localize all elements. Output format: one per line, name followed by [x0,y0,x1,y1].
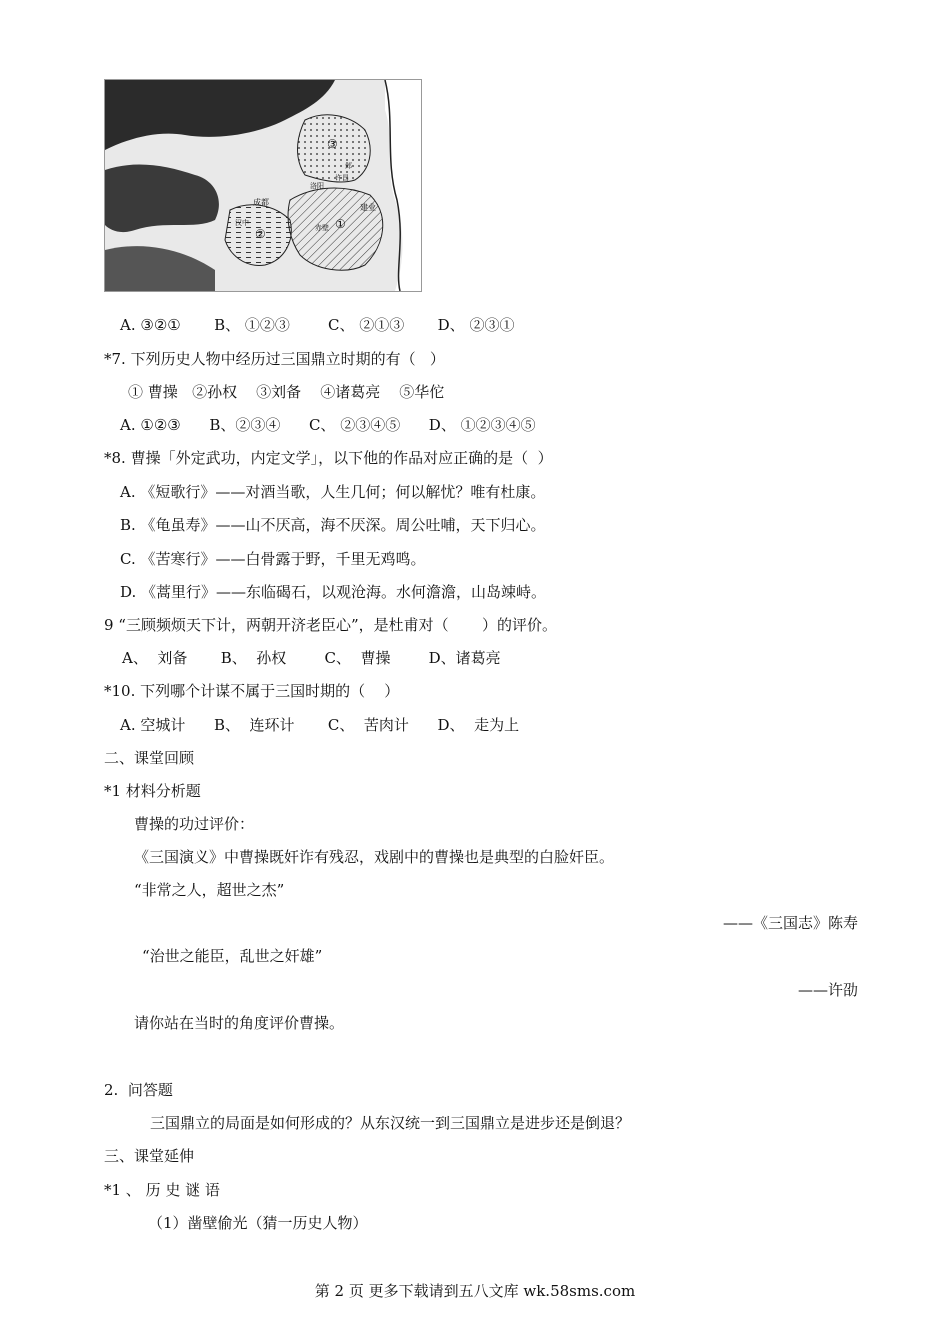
map-label-wei: ③ [327,137,338,151]
section-3-item-1: *1 、 历 史 谜 语 [104,1181,220,1199]
quote-1: “非常之人，超世之杰” [134,881,285,899]
page-footer: 第 2 页 更多下载请到五八文库 wk.58sms.com [314,1282,636,1300]
map-label-chibi: 赤壁 [315,224,329,232]
section-2-title: 二、课堂回顾 [104,749,195,767]
q7-options: A. ①②③ B、②③④ C、 ②③④⑤ D、 ①②③④⑤ [120,416,536,434]
section-2-item-1: *1 材料分析题 [104,782,201,800]
map-label-shu: ② [255,227,266,241]
evaluation-prompt: 请你站在当时的角度评价曹操。 [134,1014,345,1032]
q9-stem: 9 “三顾频烦天下计，两朝开济老臣心”，是杜甫对（ ）的评价。 [104,616,558,634]
q8-stem: *8. 曹操「外定武功，内定文学」，以下他的作品对应正确的是（ ） [104,449,553,467]
section-3-title: 三、课堂延伸 [104,1147,195,1165]
q10-stem: *10. 下列哪个计谋不属于三国时期的（ ） [104,682,400,700]
quote-2-source: ——许劭 [797,981,858,999]
quote-2: “治世之能臣，乱世之奸雄” [142,947,323,965]
quote-1-source: ——《三国志》陈寿 [722,914,858,932]
map-label-chengdu: 成都 [253,198,269,207]
q7-stem: *7. 下列历史人物中经历过三国鼎立时期的有（ ） [104,350,445,368]
three-kingdoms-map [104,79,422,292]
q8-option-c: C. 《苦寒行》——白骨露于野，千里无鸡鸣。 [120,550,426,568]
q8-option-d: D. 《蒿里行》——东临碣石，以观沧海。水何澹澹，山岛竦峙。 [120,583,547,601]
q10-options: A. 空城计 B、 连环计 C、 苦肉计 D、 走为上 [120,716,520,734]
q9-options: A、 刘备 B、 孙权 C、 曹操 D、诸葛亮 [122,649,501,667]
map-label-xuchang: 许昌 [335,174,349,182]
section-2-paragraph: 《三国演义》中曹操既奸诈有残忍，戏剧中的曹操也是典型的白脸奸臣。 [134,848,615,866]
map-label-wu: ① [335,217,346,231]
map-label-ye: 邺 [345,162,352,170]
map-drawing [105,80,421,291]
riddle-1: （1）凿壁偷光（猜一历史人物） [148,1214,368,1232]
section-2-item-2: 2. 问答题 [104,1081,173,1099]
section-2-intro: 曹操的功过评价： [134,815,255,833]
map-label-luoyang: 洛阳 [310,182,324,190]
q8-option-a: A. 《短歌行》——对酒当歌，人生几何；何以解忧？唯有杜康。 [120,483,546,501]
q7-people: ① 曹操 ②孙权 ③刘备 ④诸葛亮 ⑤华佗 [128,383,445,401]
q6-options: A. ③②① B、 ①②③ C、 ②①③ D、 ②③① [120,316,515,334]
section-2-question-2: 三国鼎立的局面是如何形成的？从东汉统一到三国鼎立是进步还是倒退？ [150,1114,631,1132]
q8-option-b: B. 《龟虽寿》——山不厌高，海不厌深。周公吐哺，天下归心。 [120,516,546,534]
map-label-hanzhong: 汉中 [235,219,249,227]
map-label-jianye: 建业 [360,203,376,212]
